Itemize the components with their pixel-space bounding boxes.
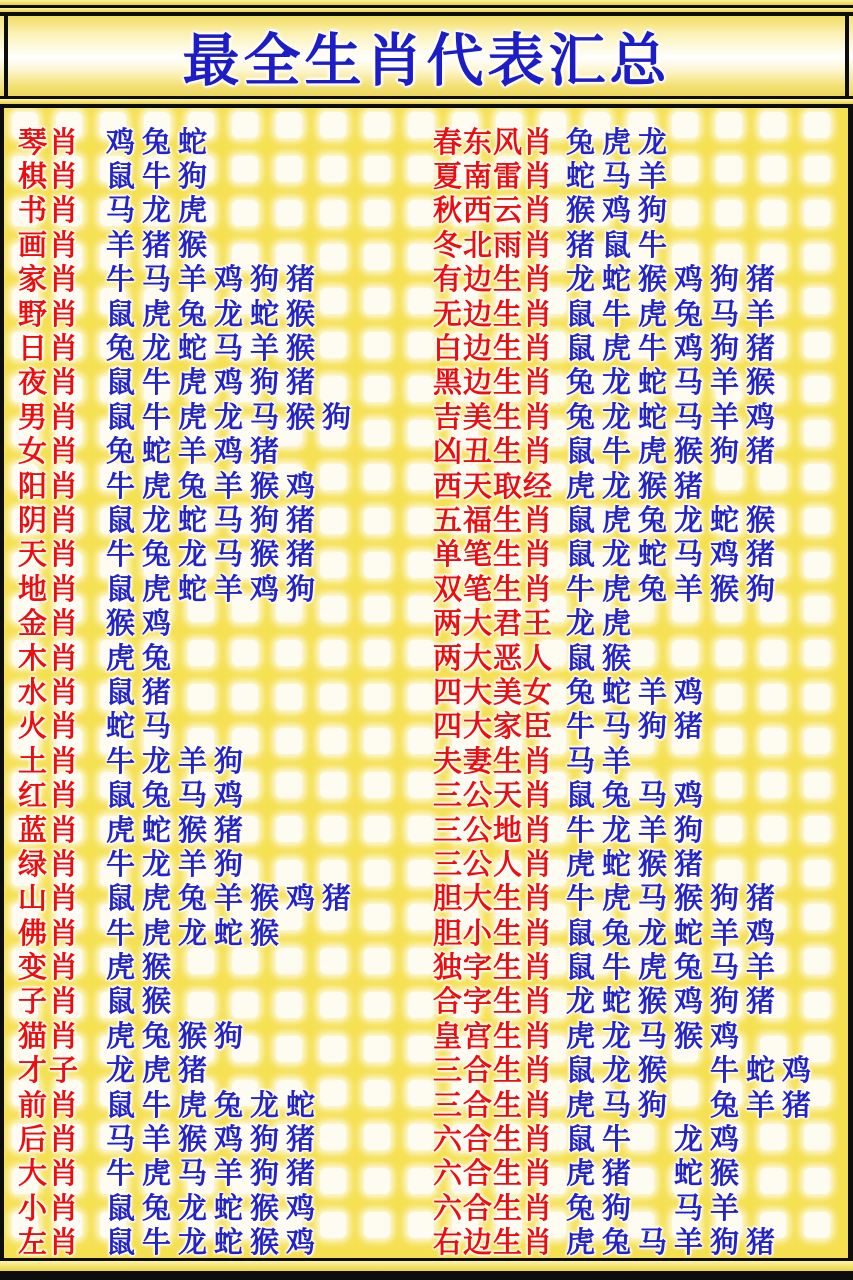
category-label: 火肖 <box>18 711 81 744</box>
category-label: 琴肖 <box>18 126 81 159</box>
zodiac-values: 鼠猴 <box>106 986 179 1019</box>
zodiac-row <box>18 776 428 813</box>
category-label: 三合生肖 <box>433 1055 554 1088</box>
category-label: 西天取经 <box>433 470 554 503</box>
category-label: 夏南雷肖 <box>433 161 554 194</box>
zodiac-values: 虎兔猴狗 <box>106 1020 251 1053</box>
zodiac-values: 羊猪猴 <box>106 229 215 262</box>
zodiac-values: 牛虎兔羊猴狗 <box>566 573 783 606</box>
zodiac-row <box>433 1155 849 1189</box>
category-label: 大肖 <box>18 1158 81 1191</box>
zodiac-row <box>18 295 428 329</box>
zodiac-row <box>433 880 849 914</box>
zodiac-values: 鼠牛虎兔马羊 <box>566 952 783 985</box>
zodiac-values: 虎猪 蛇猴 <box>566 1158 747 1191</box>
zodiac-values: 牛马狗猪 <box>566 711 711 744</box>
zodiac-values: 兔蛇羊鸡猪 <box>106 436 287 469</box>
zodiac-values: 鼠兔龙蛇羊鸡 <box>566 917 783 950</box>
zodiac-values: 牛虎马羊狗猪 <box>106 1158 323 1191</box>
zodiac-row <box>18 467 428 501</box>
zodiac-values: 马羊猴鸡狗猪 <box>106 1124 323 1157</box>
category-label: 绿肖 <box>18 848 81 881</box>
category-label: 有边生肖 <box>433 264 554 297</box>
zodiac-values: 鼠牛 龙鸡 <box>566 1124 747 1157</box>
zodiac-values: 鼠虎兔羊猴鸡猪 <box>106 883 359 916</box>
category-label: 六合生肖 <box>433 1158 554 1191</box>
category-label: 春东风肖 <box>433 126 554 159</box>
category-label: 画肖 <box>18 229 81 262</box>
zodiac-row <box>18 570 428 604</box>
category-label: 两大君王 <box>433 608 554 641</box>
zodiac-values: 兔龙蛇马羊猴 <box>566 367 783 400</box>
category-label: 猫肖 <box>18 1020 81 1053</box>
zodiac-row <box>18 123 428 157</box>
category-label: 夜肖 <box>18 367 81 400</box>
zodiac-row <box>433 1052 849 1086</box>
zodiac-row <box>433 398 849 432</box>
category-label: 女肖 <box>18 436 81 469</box>
zodiac-values: 鼠兔龙蛇猴鸡 <box>106 1192 323 1225</box>
zodiac-values: 鸡兔蛇 <box>106 126 215 159</box>
zodiac-values: 虎猴 <box>106 952 179 985</box>
zodiac-row <box>433 983 849 1017</box>
zodiac-values: 虎龙马猴鸡 <box>566 1020 747 1053</box>
category-label: 日肖 <box>18 333 81 366</box>
category-label: 胆大生肖 <box>433 883 554 916</box>
zodiac-row <box>433 639 849 673</box>
category-label: 家肖 <box>18 264 81 297</box>
zodiac-values: 鼠龙猴 牛蛇鸡 <box>566 1055 819 1088</box>
category-label: 四大家臣 <box>433 711 554 744</box>
category-label: 秋西云肖 <box>433 195 554 228</box>
zodiac-row <box>18 261 428 295</box>
zodiac-row <box>433 261 849 295</box>
zodiac-values: 鼠牛龙蛇猴鸡 <box>106 1227 323 1258</box>
zodiac-row <box>18 1086 428 1120</box>
zodiac-row <box>18 1017 428 1051</box>
zodiac-row <box>18 329 428 366</box>
zodiac-row <box>433 501 849 535</box>
title-frame <box>0 16 853 96</box>
zodiac-row <box>433 123 849 157</box>
category-label: 木肖 <box>18 642 81 675</box>
category-label: 变肖 <box>18 952 81 985</box>
zodiac-row <box>18 1224 428 1258</box>
category-label: 独字生肖 <box>433 952 554 985</box>
zodiac-row <box>18 880 428 914</box>
category-label: 男肖 <box>18 401 81 434</box>
zodiac-values: 猴鸡 <box>106 608 179 641</box>
zodiac-values: 虎蛇猴猪 <box>106 814 251 847</box>
zodiac-row <box>433 948 849 985</box>
zodiac-values: 鼠虎兔龙蛇猴 <box>566 505 783 537</box>
zodiac-row <box>18 157 428 194</box>
zodiac-values: 鼠牛狗 <box>106 161 215 194</box>
zodiac-values: 兔狗 马羊 <box>566 1192 747 1225</box>
category-label: 蓝肖 <box>18 814 81 847</box>
category-label: 阳肖 <box>18 470 81 503</box>
zodiac-values: 蛇马羊 <box>566 161 675 194</box>
category-label: 左肖 <box>18 1227 81 1258</box>
zodiac-values: 鼠牛虎龙马猴狗 <box>106 401 359 434</box>
zodiac-values: 猪鼠牛 <box>566 229 675 262</box>
category-label: 凶丑生肖 <box>433 436 554 469</box>
zodiac-row <box>18 639 428 673</box>
zodiac-row <box>18 742 428 776</box>
zodiac-row <box>433 364 849 398</box>
zodiac-row <box>433 226 849 260</box>
zodiac-values: 鼠牛虎猴狗猪 <box>566 436 783 469</box>
bottom-black-edge <box>0 1271 853 1280</box>
zodiac-values: 鼠猪 <box>106 676 179 709</box>
category-label: 土肖 <box>18 745 81 778</box>
right-column <box>433 123 849 1258</box>
zodiac-row <box>433 192 849 226</box>
category-label: 三合生肖 <box>433 1089 554 1122</box>
zodiac-row <box>433 433 849 467</box>
zodiac-row <box>18 501 428 535</box>
zodiac-row <box>433 536 849 570</box>
category-label: 天肖 <box>18 539 81 572</box>
zodiac-values: 牛龙羊狗 <box>106 745 251 778</box>
category-label: 无边生肖 <box>433 298 554 331</box>
category-label: 前肖 <box>18 1089 81 1122</box>
zodiac-row <box>433 776 849 813</box>
zodiac-row <box>433 1189 849 1223</box>
zodiac-row <box>18 1052 428 1086</box>
zodiac-row <box>18 673 428 707</box>
category-label: 书肖 <box>18 195 81 228</box>
zodiac-values: 牛虎兔羊猴鸡 <box>106 470 323 503</box>
zodiac-values: 虎兔马羊狗猪 <box>566 1227 783 1258</box>
category-label: 六合生肖 <box>433 1192 554 1225</box>
zodiac-values: 兔虎龙 <box>566 126 675 159</box>
zodiac-values: 蛇马 <box>106 711 179 744</box>
zodiac-values: 鼠兔马鸡 <box>106 780 251 813</box>
zodiac-row <box>433 604 849 641</box>
zodiac-row <box>18 1189 428 1223</box>
zodiac-row <box>433 1017 849 1051</box>
zodiac-values: 兔蛇羊鸡 <box>566 676 711 709</box>
zodiac-row <box>18 433 428 467</box>
zodiac-values: 牛虎龙蛇猴 <box>106 917 287 950</box>
zodiac-row <box>18 604 428 641</box>
zodiac-values: 猴鸡狗 <box>566 195 675 228</box>
category-label: 山肖 <box>18 883 81 916</box>
zodiac-row <box>18 811 428 845</box>
zodiac-values: 龙蛇猴鸡狗猪 <box>566 264 783 297</box>
zodiac-values: 鼠虎蛇羊鸡狗 <box>106 573 323 606</box>
category-label: 地肖 <box>18 573 81 606</box>
zodiac-values: 牛虎马猴狗猪 <box>566 883 783 916</box>
zodiac-values: 龙虎 <box>566 608 639 641</box>
zodiac-row <box>433 467 849 501</box>
zodiac-values: 鼠虎牛鸡狗猪 <box>566 333 783 366</box>
zodiac-row <box>433 1086 849 1120</box>
category-label: 子肖 <box>18 986 81 1019</box>
zodiac-row <box>18 364 428 398</box>
category-label: 三公天肖 <box>433 780 554 813</box>
zodiac-values: 鼠牛虎兔马羊 <box>566 298 783 331</box>
zodiac-values: 牛兔龙马猴猪 <box>106 539 323 572</box>
zodiac-row <box>433 1224 849 1258</box>
zodiac-values: 兔龙蛇马羊鸡 <box>566 401 783 434</box>
zodiac-row <box>433 329 849 366</box>
zodiac-values: 鼠龙蛇马狗猪 <box>106 505 323 537</box>
zodiac-values: 牛马羊鸡狗猪 <box>106 264 323 297</box>
zodiac-values: 鼠牛虎兔龙蛇 <box>106 1089 323 1122</box>
zodiac-row <box>18 226 428 260</box>
category-label: 红肖 <box>18 780 81 813</box>
title-band <box>4 16 849 96</box>
category-label: 水肖 <box>18 676 81 709</box>
page-title: 最全生肖代表汇总 <box>182 29 671 93</box>
zodiac-row <box>433 295 849 329</box>
category-label: 合字生肖 <box>433 986 554 1019</box>
category-label: 野肖 <box>18 298 81 331</box>
zodiac-values: 鼠虎兔龙蛇猴 <box>106 298 323 331</box>
category-label: 白边生肖 <box>433 333 554 366</box>
zodiac-row <box>18 536 428 570</box>
category-label: 四大美女 <box>433 676 554 709</box>
zodiac-values: 龙虎猪 <box>106 1055 215 1088</box>
category-label: 五福生肖 <box>433 505 554 537</box>
zodiac-values: 鼠牛虎鸡狗猪 <box>106 367 323 400</box>
category-label: 佛肖 <box>18 917 81 950</box>
category-label: 两大恶人 <box>433 642 554 675</box>
category-label: 三公地肖 <box>433 814 554 847</box>
bottom-gold-strip <box>0 1261 853 1271</box>
zodiac-row <box>18 398 428 432</box>
left-column <box>18 123 428 1258</box>
main-area <box>0 108 853 1258</box>
zodiac-row <box>18 914 428 948</box>
category-label: 右边生肖 <box>433 1227 554 1258</box>
zodiac-values: 鼠兔马鸡 <box>566 780 711 813</box>
zodiac-row <box>18 1155 428 1189</box>
category-label: 三公人肖 <box>433 848 554 881</box>
category-label: 黑边生肖 <box>433 367 554 400</box>
zodiac-row <box>18 983 428 1017</box>
category-label: 金肖 <box>18 608 81 641</box>
category-label: 小肖 <box>18 1192 81 1225</box>
category-label: 胆小生肖 <box>433 917 554 950</box>
zodiac-values: 牛龙羊狗 <box>566 814 711 847</box>
zodiac-values: 虎马狗 兔羊猪 <box>566 1089 819 1122</box>
category-label: 后肖 <box>18 1124 81 1157</box>
zodiac-row <box>433 914 849 948</box>
zodiac-row <box>433 742 849 776</box>
zodiac-values: 龙蛇猴鸡狗猪 <box>566 986 783 1019</box>
zodiac-values: 虎蛇猴猪 <box>566 848 711 881</box>
zodiac-row <box>433 708 849 742</box>
zodiac-values: 兔龙蛇马羊猴 <box>106 333 323 366</box>
zodiac-values: 虎龙猴猪 <box>566 470 711 503</box>
zodiac-values: 牛龙羊狗 <box>106 848 251 881</box>
zodiac-row <box>18 1120 428 1157</box>
zodiac-values: 鼠猴 <box>566 642 639 675</box>
zodiac-row <box>433 811 849 845</box>
category-label: 六合生肖 <box>433 1124 554 1157</box>
category-label: 夫妻生肖 <box>433 745 554 778</box>
zodiac-row <box>18 192 428 226</box>
zodiac-row <box>18 948 428 985</box>
zodiac-row <box>433 845 849 879</box>
zodiac-row <box>433 157 849 194</box>
zodiac-row <box>18 708 428 742</box>
category-label: 单笔生肖 <box>433 539 554 572</box>
zodiac-values: 鼠龙蛇马鸡猪 <box>566 539 783 572</box>
zodiac-row <box>18 845 428 879</box>
category-label: 吉美生肖 <box>433 401 554 434</box>
zodiac-row <box>433 1120 849 1157</box>
zodiac-row <box>433 570 849 604</box>
category-label: 才子 <box>18 1055 81 1088</box>
category-label: 阴肖 <box>18 505 81 537</box>
zodiac-values: 虎兔 <box>106 642 179 675</box>
category-label: 棋肖 <box>18 161 81 194</box>
zodiac-values: 马龙虎 <box>106 195 215 228</box>
zodiac-row <box>433 673 849 707</box>
category-label: 皇宫生肖 <box>433 1020 554 1053</box>
title-side-strip <box>849 16 853 96</box>
category-label: 冬北雨肖 <box>433 229 554 262</box>
zodiac-values: 马羊 <box>566 745 639 778</box>
category-label: 双笔生肖 <box>433 573 554 606</box>
